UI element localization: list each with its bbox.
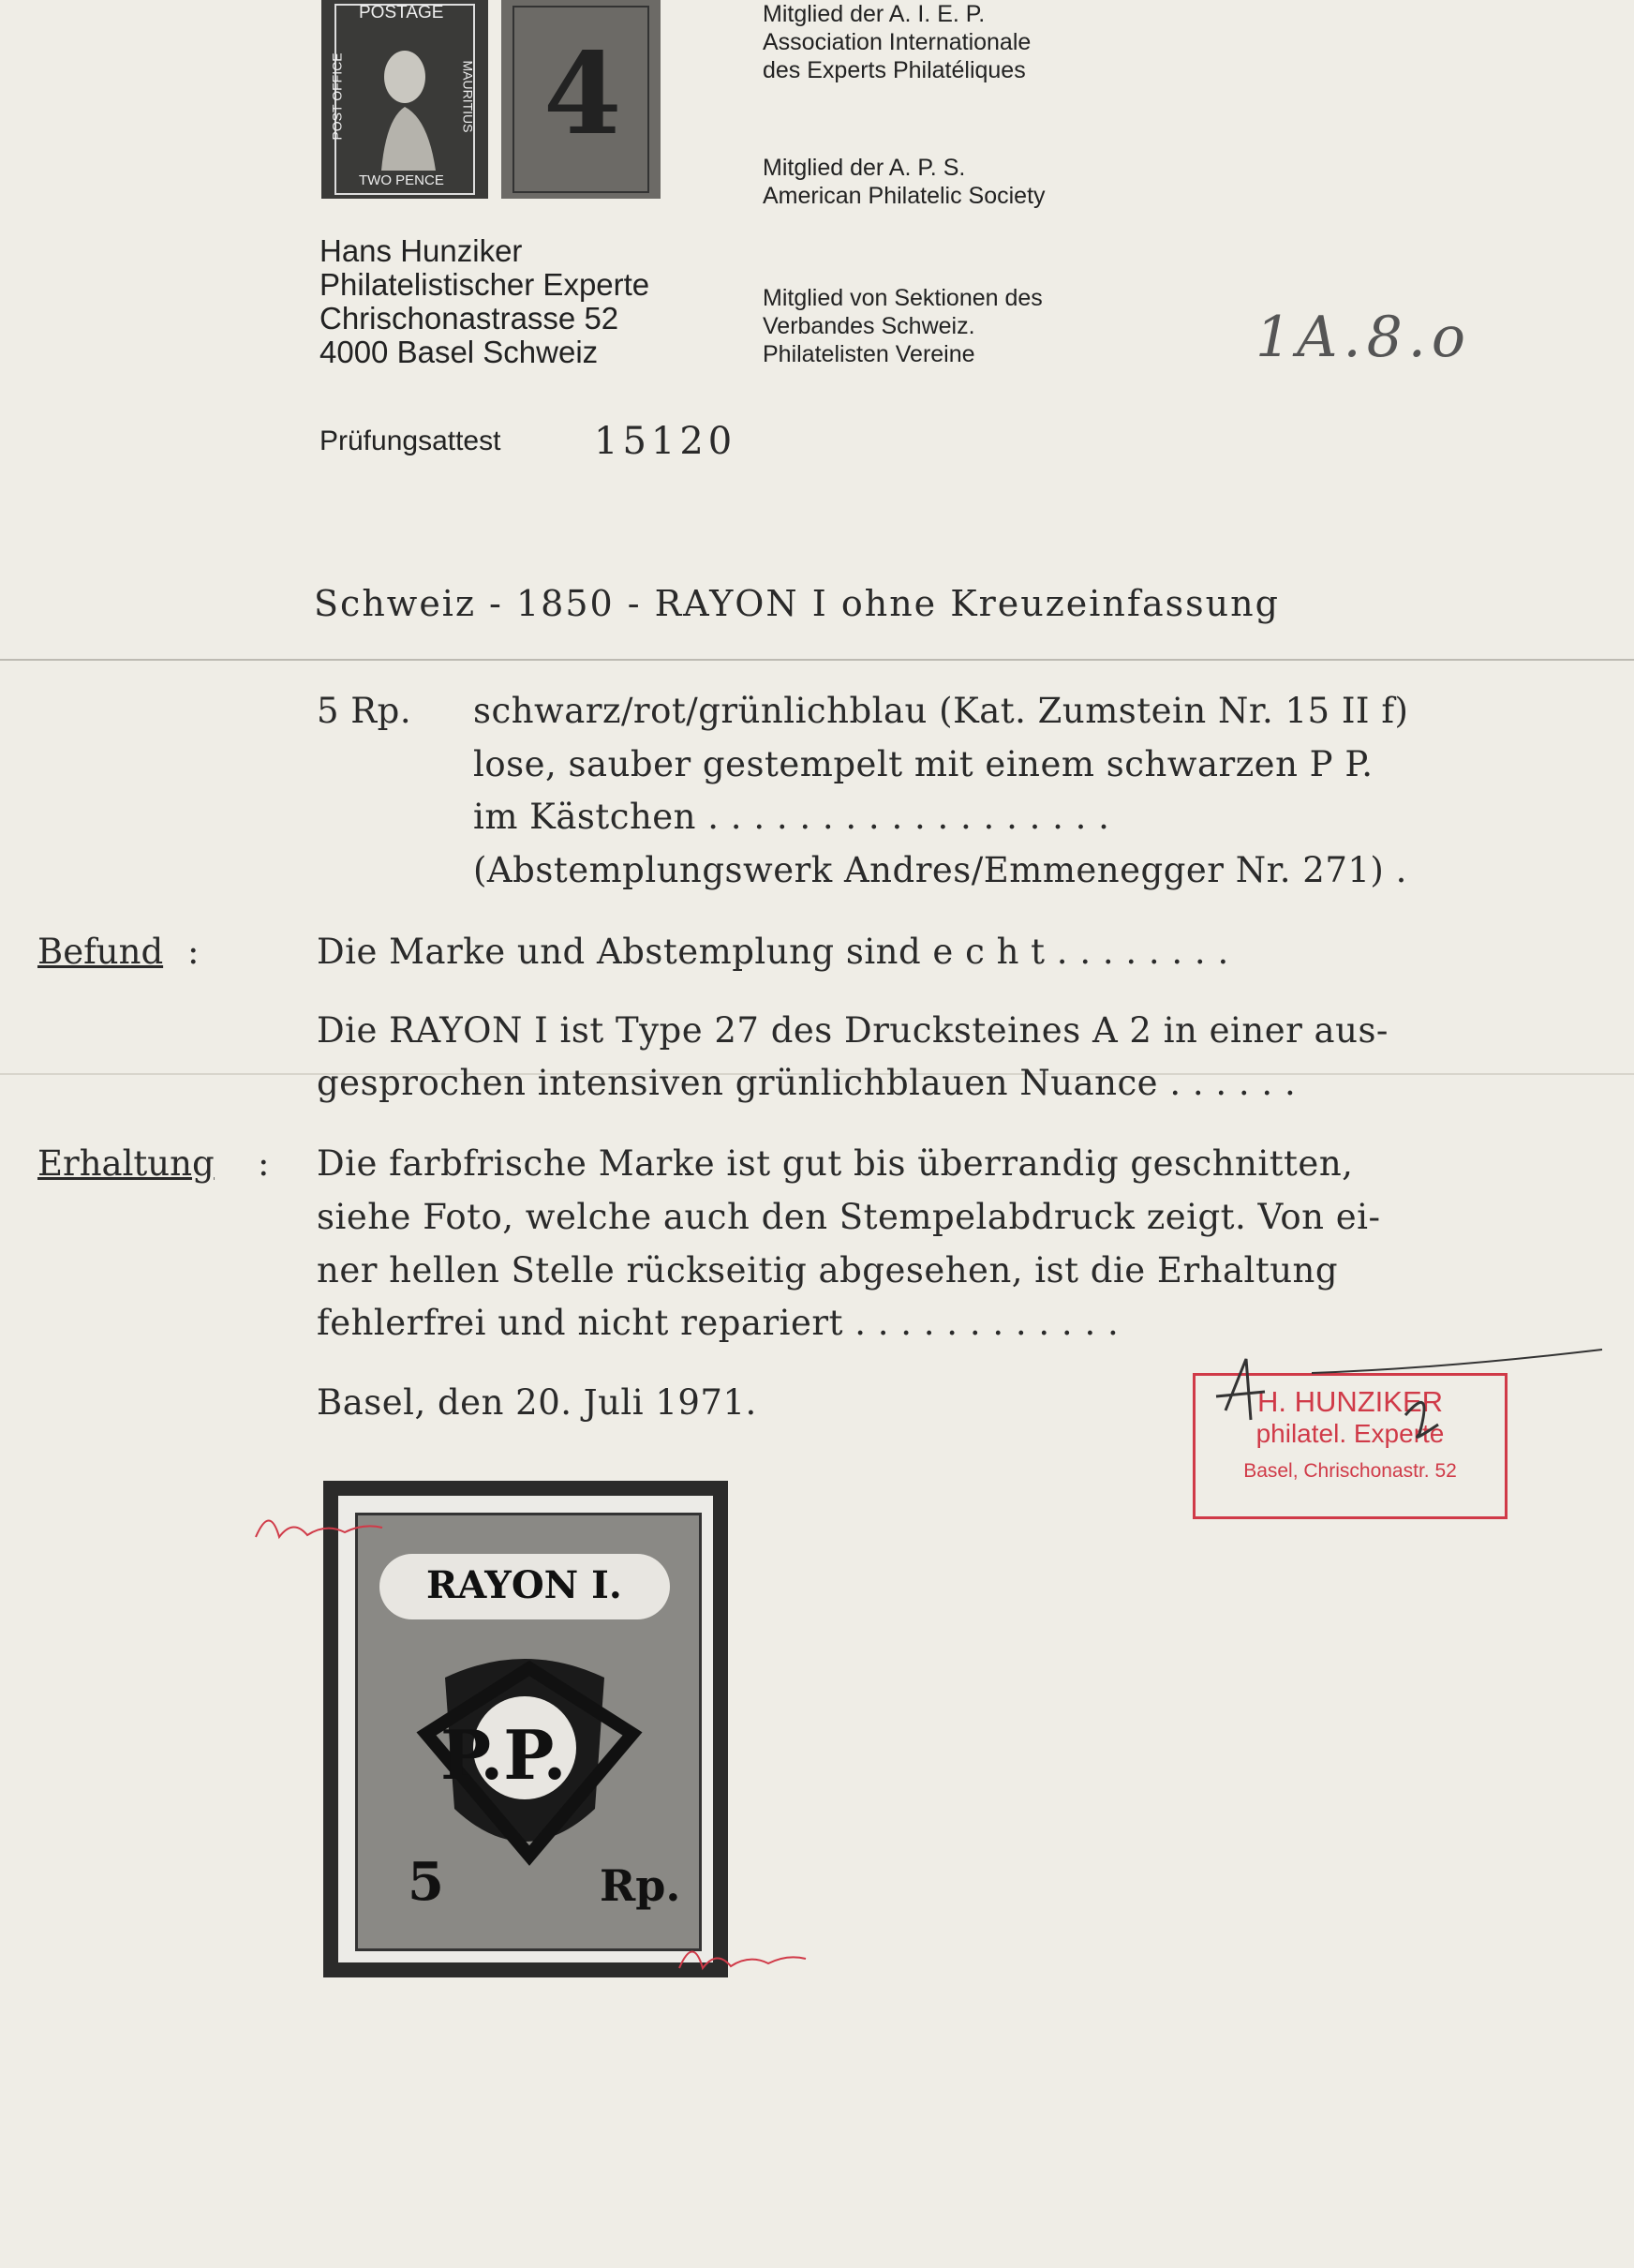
befund-line-3: gesprochen intensiven grünlichblauen Nuance . . . . . .: [317, 1063, 1297, 1103]
photo-signature-bottom: [675, 1931, 815, 1987]
stamp-numeral: 4: [543, 28, 622, 160]
certificate-page: POSTAGE TWO PENCE POST OFFICE MAURITIUS 4 Mitglied der A. I. E. P. Association Internationale des Experts Philatéliques Mitglied der A. P. S. American Philatelic Society Mitglied von Sektionen des Verbandes Schweiz. Philatelisten Vereine Hans Hunziker Philatelistischer Experte Chrischonastrasse 52 4000 Basel Schweiz 1A.8.o Prüfungsattest 15120 Schweiz - 1850 - RAYON I ohne Kreuzeinfassung 5 Rp. schwarz/rot/grünlichblau (Kat. Zumstein Nr. 15 II f) lose, sauber gestempelt mit einem schwarzen P P. im Kästchen . . . . . . . . . . . . . . . . . . (Abstemplungswerk Andres/Emmenegger Nr. 271) . Befund : Die Marke und Abstemplung sind e c h t . . . . . . . . Die RAYON I ist Type 27 des Drucksteines A 2 in einer aus- gesprochen intensiven grünlichblauen Nuance . . . . . . Erhaltung : Die farbfrische Marke ist gut bis überrandig geschnitten, siehe Foto, welche auch den Stempelabdruck zeigt. Von ei- ner hellen Stelle rückseitig abgesehen, ist die Erhaltung fehlerfrei und nicht repariert . . . . . . . . . . . . Basel, den 20. Juli 1971. H. HUNZIKER philatel. Experte Basel, Chrischonastr. 52 RAYON I. P.P. 5 Rp.: [0, 0, 1634, 2268]
denomination: 5 Rp.: [317, 691, 412, 731]
red-stamp-address: Basel, Chrischonastr. 52: [1243, 1460, 1457, 1482]
erhaltung-line-1: Die farbfrische Marke ist gut bis überrandig geschnitten,: [317, 1143, 1354, 1184]
title-rule: [0, 659, 1634, 661]
certificate-title: Schweiz - 1850 - RAYON I ohne Kreuzeinfassung: [314, 583, 1280, 624]
queen-portrait-icon: [363, 30, 447, 171]
mauritius-stamp-image: [321, 0, 488, 199]
membership-aiep: Mitglied der A. I. E. P. Association Internationale des Experts Philatéliques: [763, 1, 1032, 83]
erhaltung-label: Erhaltung: [37, 1143, 215, 1184]
stamp-right-text: MAURITIUS: [460, 60, 476, 133]
membership-svpv: Mitglied von Sektionen des Verbandes Schweiz. Philatelisten Vereine: [763, 285, 1043, 367]
expert-address: Hans Hunziker Philatelistischer Experte Chrischonastrasse 52 4000 Basel Schweiz: [319, 233, 650, 369]
erhaltung-line-4: fehlerfrei und nicht repariert . . . . . . . . . . . .: [317, 1303, 1120, 1343]
closing-date: Basel, den 20. Juli 1971.: [317, 1382, 757, 1423]
certificate-number: 15120: [594, 420, 737, 463]
numeral-stamp-image: [501, 0, 661, 199]
membership-aps: Mitglied der A. P. S. American Philatelic Society: [763, 155, 1046, 209]
signature-mark: [1209, 1340, 1612, 1453]
description-line-4: (Abstemplungswerk Andres/Emmenegger Nr. 271) .: [473, 850, 1407, 890]
erhaltung-line-2: siehe Foto, welche auch den Stempelabdruck zeigt. Von ei-: [317, 1197, 1381, 1237]
stamp-top-text: POSTAGE: [359, 3, 444, 22]
photo-signature-top: [251, 1500, 392, 1556]
stamp-photo-unit: Rp.: [600, 1860, 681, 1911]
stamp-photo-value: 5: [408, 1851, 444, 1913]
handwritten-code: 1A.8.o: [1255, 305, 1471, 370]
certificate-label: Prüfungsattest: [319, 425, 501, 456]
erhaltung-line-3: ner hellen Stelle rückseitig abgesehen, ist die Erhaltung: [317, 1250, 1339, 1291]
befund-line-1: Die Marke und Abstemplung sind e c h t . . . . . . . .: [317, 932, 1229, 972]
description-line-2: lose, sauber gestempelt mit einem schwarzen P P.: [473, 744, 1374, 784]
stamp-left-text: POST OFFICE: [329, 52, 345, 141]
red-stamp-name: H. HUNZIKER: [1256, 1385, 1444, 1418]
description-line-3: im Kästchen . . . . . . . . . . . . . . . . . .: [473, 797, 1110, 837]
stamp-photo-title: RAYON I.: [426, 1563, 622, 1607]
befund-line-2: Die RAYON I ist Type 27 des Drucksteines A 2 in einer aus-: [317, 1010, 1389, 1051]
stamp-photo-cancel: P.P.: [440, 1715, 567, 1795]
befund-label: Befund: [37, 932, 164, 972]
stamp-bottom-text: TWO PENCE: [359, 172, 444, 188]
red-stamp-title: philatel. Experte: [1255, 1419, 1445, 1448]
description-line-1: schwarz/rot/grünlichblau (Kat. Zumstein Nr. 15 II f): [473, 691, 1409, 731]
